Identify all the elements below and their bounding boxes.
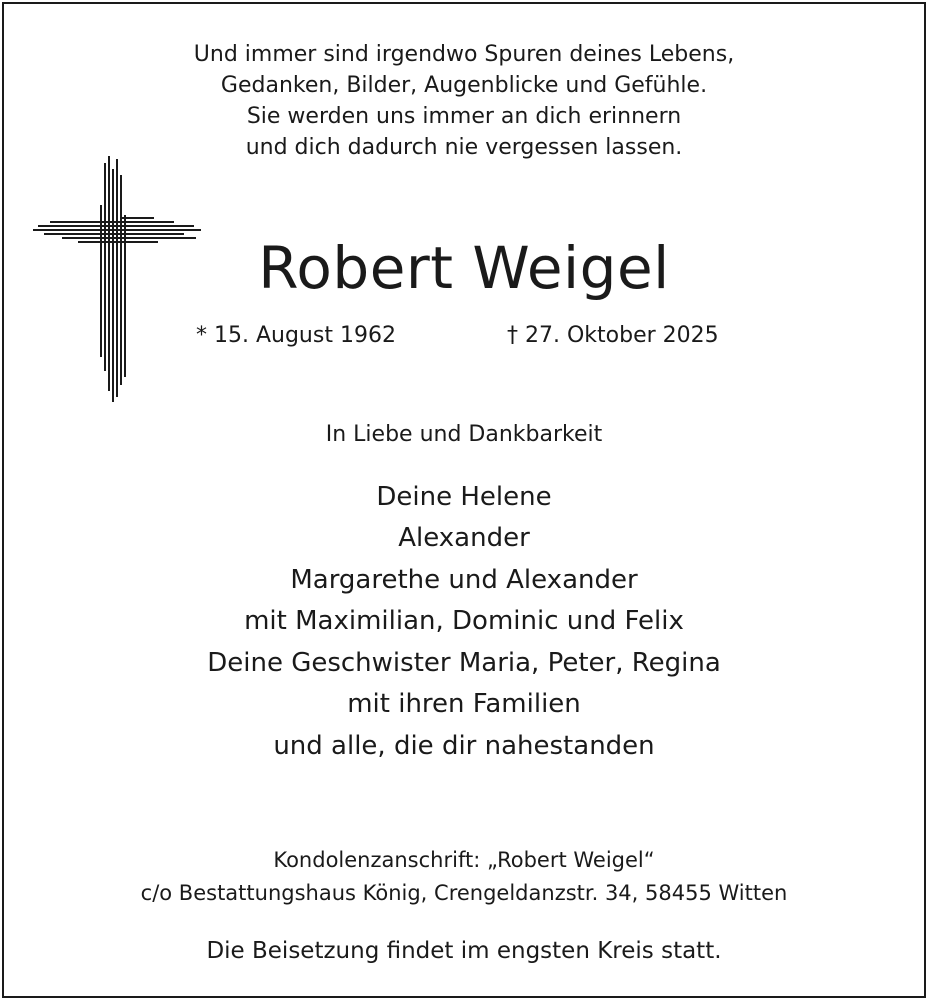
mourner-line: Margarethe und Alexander [290,565,638,595]
condolence-line: c/o Bestattungshaus König, Crengeldanzstr. 34, 58455 Witten [140,881,788,905]
mourner-line: und alle, die dir nahestanden [273,731,655,761]
burial-note: Die Beisetzung findet im engsten Kreis statt. [206,938,722,964]
obituary-notice [2,2,926,998]
verse-line: und dich dadurch nie vergessen lassen. [245,135,683,160]
birth-date: * 15. August 1962 [196,323,396,348]
condolence-line: Kondolenzanschrift: „Robert Weigel“ [273,848,655,872]
dedication: In Liebe und Dankbarkeit [325,422,603,447]
mourner-line: Deine Geschwister Maria, Peter, Regina [207,648,721,678]
mourner-line: Alexander [398,523,530,553]
death-date: † 27. Oktober 2025 [507,323,719,348]
mourner-line: Deine Helene [376,482,552,512]
deceased-name: Robert Weigel [258,234,670,302]
mourner-line: mit Maximilian, Dominic und Felix [244,606,684,636]
verse-line: Gedanken, Bilder, Augenblicke und Gefühle. [220,73,708,98]
verse-line: Sie werden uns immer an dich erinnern [246,104,682,129]
mourner-line: mit ihren Familien [347,689,581,719]
verse-line: Und immer sind irgendwo Spuren deines Lebens, [193,42,735,67]
